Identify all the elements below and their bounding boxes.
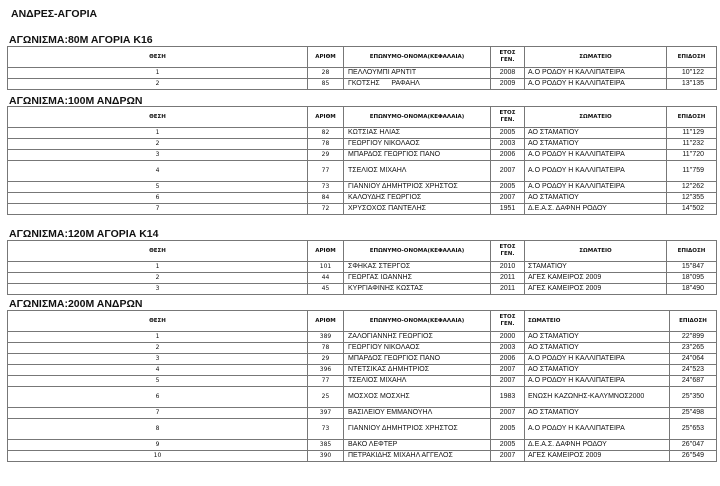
cell-performance: 24''523: [670, 365, 717, 376]
cell-club: Α.Ο ΡΟΔΟΥ Η ΚΑΛΛΙΠΑΤΕΙΡΑ: [525, 419, 670, 440]
cell-name: ΚΥΡΓΙΑΦΙΝΗΣ ΚΩΣΤΑΣ: [344, 284, 491, 295]
cell-club: ΑΟ ΣΤΑΜΑΤΙΟΥ: [525, 408, 670, 419]
header-year-line2: ΓΕΝ.: [500, 321, 515, 327]
cell-position: 6: [8, 193, 308, 204]
table-row: [8, 332, 717, 343]
cell-name: ΒΑΣΙΛΕΙΟΥ ΕΜΜΑΝΟΥΗΛ: [344, 408, 491, 419]
cell-position: 2: [8, 139, 308, 150]
cell-club: ΑΟ ΣΤΑΜΑΤΙΟΥ: [525, 343, 670, 354]
cell-position: 5: [8, 182, 308, 193]
cell-club: Α.Ο ΡΟΔΟΥ Η ΚΑΛΛΙΠΑΤΕΙΡΑ: [525, 79, 667, 90]
cell-name: ΓΚΟΤΣΗΣ ΡΑΦΑΗΛ: [344, 79, 491, 90]
cell-performance: 14''502: [667, 204, 717, 215]
table-row: [8, 204, 717, 215]
cell-position: 2: [8, 79, 308, 90]
cell-position: 4: [8, 365, 308, 376]
cell-name: ΤΣΕΛΙΟΣ ΜΙΧΑΗΛ: [344, 161, 491, 182]
cell-position: 3: [8, 150, 308, 161]
cell-name: ΜΠΑΡΔΟΣ ΓΕΩΡΓΙΟΣ ΠΑΝΟ: [344, 150, 491, 161]
table-row: [8, 343, 717, 354]
cell-performance: 18''095: [667, 273, 717, 284]
cell-performance: 11''129: [667, 128, 717, 139]
cell-name: ΓΙΑΝΝΙΟΥ ΔΗΜΗΤΡΙΟΣ ΧΡΗΣΤΟΣ: [344, 419, 491, 440]
event-title: ΑΓΩΝΙΣΜΑ:80Μ ΑΓΟΡΙΑ Κ16: [9, 34, 153, 46]
cell-position: 5: [8, 376, 308, 387]
header-year-line2: ΓΕΝ.: [500, 251, 515, 257]
header-performance: ΕΠΙΔΟΣΗ: [670, 311, 717, 332]
cell-position: 9: [8, 440, 308, 451]
header-year-line1: ΕΤΟΣ: [499, 244, 516, 250]
header-performance: ΕΠΙΔΟΣΗ: [667, 47, 717, 68]
cell-performance: 23''265: [670, 343, 717, 354]
header-year-line2: ΓΕΝ.: [500, 57, 515, 63]
cell-performance: 13''135: [667, 79, 717, 90]
cell-year: 2003: [491, 343, 525, 354]
cell-club: Α.Ο ΡΟΔΟΥ Η ΚΑΛΛΙΠΑΤΕΙΡΑ: [525, 161, 667, 182]
table-row: [8, 284, 717, 295]
cell-position: 1: [8, 262, 308, 273]
table-row: [8, 68, 717, 79]
cell-club: ΑΓΕΣ ΚΑΜΕΙΡΟΣ 2009: [525, 451, 670, 462]
cell-year: 2008: [491, 68, 525, 79]
cell-name: ΓΙΑΝΝΙΟΥ ΔΗΜΗΤΡΙΟΣ ΧΡΗΣΤΟΣ: [344, 182, 491, 193]
header-performance: ΕΠΙΔΟΣΗ: [667, 241, 717, 262]
header-position: ΘΕΣΗ: [8, 47, 308, 68]
header-bib: ΑΡΙΘΜ: [308, 47, 344, 68]
table-row: [8, 161, 717, 182]
cell-year: 2011: [491, 273, 525, 284]
cell-bib: 78: [308, 139, 344, 150]
cell-club: ΑΟ ΣΤΑΜΑΤΙΟΥ: [525, 193, 667, 204]
results-table: [7, 106, 717, 215]
cell-performance: 12''262: [667, 182, 717, 193]
cell-club: Α.Ο ΡΟΔΟΥ Η ΚΑΛΛΙΠΑΤΕΙΡΑ: [525, 376, 670, 387]
cell-year: 1951: [491, 204, 525, 215]
cell-name: ΠΕΤΡΑΚΙΔΗΣ ΜΙΧΑΗΛ ΑΓΓΕΛΟΣ: [344, 451, 491, 462]
cell-year: 2007: [491, 365, 525, 376]
cell-year: 2010: [491, 262, 525, 273]
table-row: [8, 182, 717, 193]
cell-name: ΚΩΤΣΙΑΣ ΗΛΙΑΣ: [344, 128, 491, 139]
header-position: ΘΕΣΗ: [8, 311, 308, 332]
cell-name: ΖΑΛΟΓΙΑΝΝΗΣ ΓΕΩΡΓΙΟΣ: [344, 332, 491, 343]
event-title: ΑΓΩΝΙΣΜΑ:200Μ ΑΝΔΡΩΝ: [9, 298, 143, 310]
cell-bib: 390: [308, 451, 344, 462]
results-table: [7, 240, 717, 295]
cell-position: 2: [8, 273, 308, 284]
table-row: [8, 128, 717, 139]
cell-performance: 22''899: [670, 332, 717, 343]
cell-performance: 15''847: [667, 262, 717, 273]
cell-name: ΜΟΣΧΟΣ ΜΟΣΧΗΣ: [344, 387, 491, 408]
cell-bib: 29: [308, 354, 344, 365]
cell-position: 1: [8, 68, 308, 79]
header-year-line1: ΕΤΟΣ: [499, 50, 516, 56]
cell-bib: 78: [308, 343, 344, 354]
table-row: [8, 273, 717, 284]
cell-bib: 84: [308, 193, 344, 204]
header-position: ΘΕΣΗ: [8, 107, 308, 128]
header-year: [491, 107, 525, 128]
cell-club: Α.Ο ΡΟΔΟΥ Η ΚΑΛΛΙΠΑΤΕΙΡΑ: [525, 150, 667, 161]
cell-bib: 28: [308, 68, 344, 79]
header-bib: ΑΡΙΘΜ: [308, 311, 344, 332]
cell-position: 7: [8, 204, 308, 215]
cell-name: ΒΑΚΟ ΛΕΦΤΕΡ: [344, 440, 491, 451]
cell-club: ΑΟ ΣΤΑΜΑΤΙΟΥ: [525, 128, 667, 139]
cell-name: ΓΕΩΡΓΙΟΥ ΝΙΚΟΛΑΟΣ: [344, 139, 491, 150]
cell-year: 2007: [491, 161, 525, 182]
cell-club: ΣΤΑΜΑΤΙΟΥ: [525, 262, 667, 273]
header-position: ΘΕΣΗ: [8, 241, 308, 262]
header-club: ΣΩΜΑΤΕΙΟ: [525, 241, 667, 262]
table-row: [8, 354, 717, 365]
table-row: [8, 387, 717, 408]
table-row: [8, 451, 717, 462]
cell-club: ΕΝΩΣΗ ΚΑΖΩΝΗΣ-ΚΑΛΥΜΝΟΣ2000: [525, 387, 670, 408]
cell-bib: 101: [308, 262, 344, 273]
cell-year: 2007: [491, 408, 525, 419]
cell-performance: 11''720: [667, 150, 717, 161]
cell-bib: 45: [308, 284, 344, 295]
cell-name: ΤΣΕΛΙΟΣ ΜΙΧΑΗΛ: [344, 376, 491, 387]
cell-club: ΑΟ ΣΤΑΜΑΤΙΟΥ: [525, 365, 670, 376]
cell-performance: 26''549: [670, 451, 717, 462]
cell-bib: 396: [308, 365, 344, 376]
cell-club: Α.Ο ΡΟΔΟΥ Η ΚΑΛΛΙΠΑΤΕΙΡΑ: [525, 68, 667, 79]
header-bib: ΑΡΙΘΜ: [308, 241, 344, 262]
cell-name: ΧΡΥΣΟΧΟΣ ΠΑΝΤΕΛΗΣ: [344, 204, 491, 215]
cell-year: 2006: [491, 150, 525, 161]
cell-bib: 85: [308, 79, 344, 90]
cell-club: ΑΓΕΣ ΚΑΜΕΙΡΟΣ 2009: [525, 284, 667, 295]
cell-performance: 12''355: [667, 193, 717, 204]
results-table: [7, 46, 717, 90]
cell-name: ΣΦΗΚΑΣ ΣΤΕΡΓΟΣ: [344, 262, 491, 273]
cell-bib: 73: [308, 182, 344, 193]
header-year-line2: ΓΕΝ.: [500, 117, 515, 123]
cell-bib: 389: [308, 332, 344, 343]
header-name: ΕΠΩΝΥΜΟ-ΟΝΟΜΑ(ΚΕΦΑΛΑΙΑ): [344, 311, 491, 332]
cell-position: 2: [8, 343, 308, 354]
cell-bib: 385: [308, 440, 344, 451]
table-row: [8, 79, 717, 90]
header-name: ΕΠΩΝΥΜΟ-ΟΝΟΜΑ(ΚΕΦΑΛΑΙΑ): [344, 241, 491, 262]
cell-position: 10: [8, 451, 308, 462]
cell-bib: 72: [308, 204, 344, 215]
cell-performance: 24''064: [670, 354, 717, 365]
table-row: [8, 419, 717, 440]
cell-year: 2007: [491, 451, 525, 462]
table-row: [8, 139, 717, 150]
header-performance: ΕΠΙΔΟΣΗ: [667, 107, 717, 128]
cell-performance: 26''047: [670, 440, 717, 451]
cell-bib: 397: [308, 408, 344, 419]
cell-bib: 44: [308, 273, 344, 284]
results-table: [7, 310, 717, 462]
table-row: [8, 376, 717, 387]
cell-position: 6: [8, 387, 308, 408]
table-row: [8, 262, 717, 273]
header-row: [8, 107, 717, 128]
page-title: ΑΝΔΡΕΣ-ΑΓΟΡΙΑ: [11, 8, 98, 20]
header-year: [491, 241, 525, 262]
cell-name: ΓΕΩΡΓΑΣ ΙΩΑΝΝΗΣ: [344, 273, 491, 284]
header-row: [8, 311, 717, 332]
table-row: [8, 193, 717, 204]
cell-performance: 11''759: [667, 161, 717, 182]
cell-name: ΝΤΕΤΣΙΚΑΣ ΔΗΜΗΤΡΙΟΣ: [344, 365, 491, 376]
cell-year: 2000: [491, 332, 525, 343]
cell-performance: 11''232: [667, 139, 717, 150]
cell-club: ΑΟ ΣΤΑΜΑΤΙΟΥ: [525, 139, 667, 150]
cell-position: 7: [8, 408, 308, 419]
table-row: [8, 408, 717, 419]
header-year: [491, 47, 525, 68]
cell-bib: 77: [308, 161, 344, 182]
header-club: ΣΩΜΑΤΕΙΟ: [525, 311, 670, 332]
cell-name: ΓΕΩΡΓΙΟΥ ΝΙΚΟΛΑΟΣ: [344, 343, 491, 354]
cell-position: 3: [8, 354, 308, 365]
table-row: [8, 365, 717, 376]
cell-year: 2007: [491, 193, 525, 204]
table-row: [8, 150, 717, 161]
cell-performance: 18''490: [667, 284, 717, 295]
header-name: ΕΠΩΝΥΜΟ-ΟΝΟΜΑ(ΚΕΦΑΛΑΙΑ): [344, 107, 491, 128]
header-bib: ΑΡΙΘΜ: [308, 107, 344, 128]
cell-year: 2003: [491, 139, 525, 150]
cell-year: 2007: [491, 376, 525, 387]
header-club: ΣΩΜΑΤΕΙΟ: [525, 47, 667, 68]
header-year-line1: ΕΤΟΣ: [499, 314, 516, 320]
cell-club: ΑΟ ΣΤΑΜΑΤΙΟΥ: [525, 332, 670, 343]
cell-position: 1: [8, 128, 308, 139]
cell-performance: 10''122: [667, 68, 717, 79]
cell-position: 1: [8, 332, 308, 343]
cell-club: Α.Ο ΡΟΔΟΥ Η ΚΑΛΛΙΠΑΤΕΙΡΑ: [525, 182, 667, 193]
cell-position: 3: [8, 284, 308, 295]
cell-year: 2005: [491, 182, 525, 193]
table-row: [8, 440, 717, 451]
cell-club: Α.Ο ΡΟΔΟΥ Η ΚΑΛΛΙΠΑΤΕΙΡΑ: [525, 354, 670, 365]
event-title: ΑΓΩΝΙΣΜΑ:100Μ ΑΝΔΡΩΝ: [9, 95, 143, 107]
cell-position: 8: [8, 419, 308, 440]
cell-bib: 25: [308, 387, 344, 408]
header-row: [8, 47, 717, 68]
cell-year: 2009: [491, 79, 525, 90]
header-year: [491, 311, 525, 332]
cell-bib: 29: [308, 150, 344, 161]
header-name: ΕΠΩΝΥΜΟ-ΟΝΟΜΑ(ΚΕΦΑΛΑΙΑ): [344, 47, 491, 68]
event-title: ΑΓΩΝΙΣΜΑ:120Μ ΑΓΟΡΙΑ Κ14: [9, 228, 159, 240]
cell-name: ΠΕΛΛΟΥΜΠΙ ΑΡΝΤΙΤ: [344, 68, 491, 79]
cell-year: 2006: [491, 354, 525, 365]
cell-year: 2005: [491, 128, 525, 139]
cell-performance: 25''653: [670, 419, 717, 440]
cell-club: Δ.Ε.Α.Σ. ΔΑΦΝΗ ΡΟΔΟΥ: [525, 440, 670, 451]
cell-name: ΚΑΛΟΥΔΗΣ ΓΕΩΡΓΙΟΣ: [344, 193, 491, 204]
cell-club: Δ.Ε.Α.Σ. ΔΑΦΝΗ ΡΟΔΟΥ: [525, 204, 667, 215]
cell-performance: 25''350: [670, 387, 717, 408]
cell-year: 2011: [491, 284, 525, 295]
cell-name: ΜΠΑΡΔΟΣ ΓΕΩΡΓΙΟΣ ΠΑΝΟ: [344, 354, 491, 365]
cell-club: ΑΓΕΣ ΚΑΜΕΙΡΟΣ 2009: [525, 273, 667, 284]
cell-bib: 77: [308, 376, 344, 387]
cell-year: 1983: [491, 387, 525, 408]
header-year-line1: ΕΤΟΣ: [499, 110, 516, 116]
cell-bib: 73: [308, 419, 344, 440]
cell-bib: 82: [308, 128, 344, 139]
cell-year: 2005: [491, 419, 525, 440]
cell-performance: 25''498: [670, 408, 717, 419]
cell-performance: 24''687: [670, 376, 717, 387]
header-row: [8, 241, 717, 262]
header-club: ΣΩΜΑΤΕΙΟ: [525, 107, 667, 128]
cell-position: 4: [8, 161, 308, 182]
cell-year: 2005: [491, 440, 525, 451]
